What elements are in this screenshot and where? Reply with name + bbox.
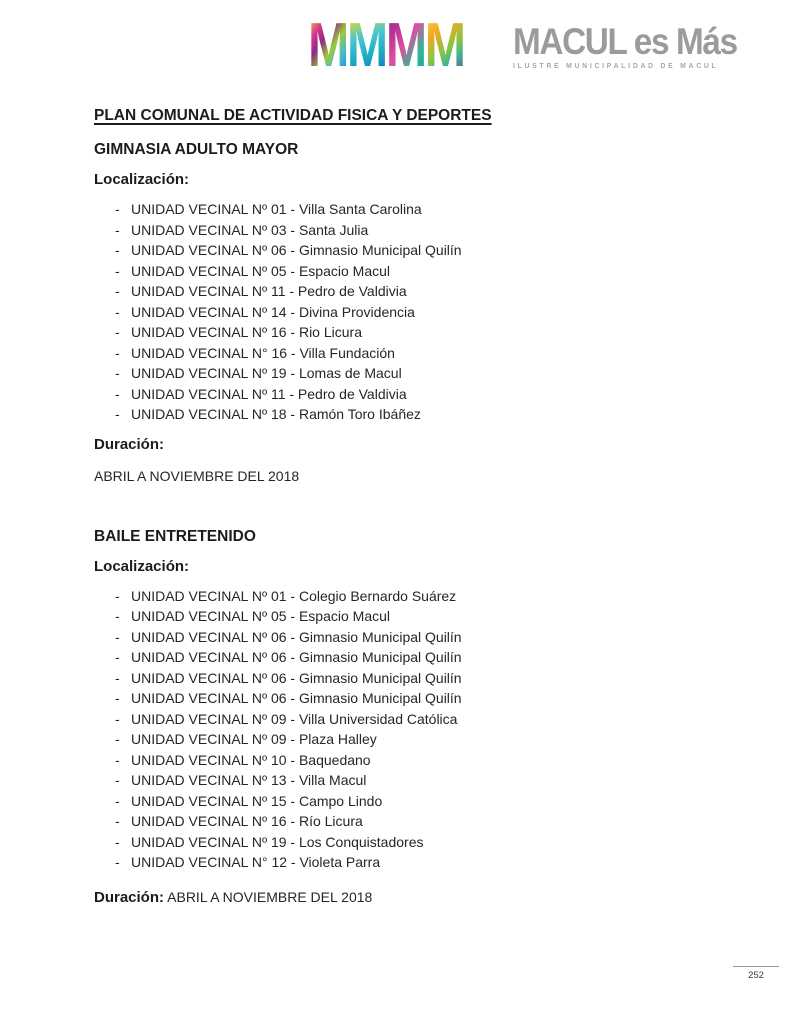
bullet-dash: - xyxy=(115,649,120,665)
section-heading: GIMNASIA ADULTO MAYOR xyxy=(94,141,299,158)
location-text: UNIDAD VECINAL Nº 01 - Colegio Bernardo Suárez xyxy=(131,587,457,604)
bullet-dash: - xyxy=(115,365,120,381)
location-text: UNIDAD VECINAL Nº 06 - Gimnasio Municipal Quilín xyxy=(131,669,462,686)
list-item xyxy=(115,668,752,689)
location-text: UNIDAD VECINAL Nº 15 - Campo Lindo xyxy=(131,792,383,809)
list-item xyxy=(115,322,752,343)
bullet-dash: - xyxy=(115,221,120,238)
list-item xyxy=(115,791,752,812)
localization-label: Localización: xyxy=(94,171,190,188)
list-item xyxy=(115,261,752,282)
bullet-dash: - xyxy=(115,406,120,422)
logo-m-icon: M xyxy=(424,11,464,80)
section-baile-entretenido xyxy=(94,527,752,908)
bullet-dash: - xyxy=(115,608,120,624)
bullet-dash: - xyxy=(115,813,120,829)
document-title: PLAN COMUNAL DE ACTIVIDAD FISICA Y DEPORTES xyxy=(94,107,492,124)
duration-value: ABRIL A NOVIEMBRE DEL 2018 xyxy=(94,467,300,484)
duration-label: Duración: xyxy=(94,435,165,453)
location-text: UNIDAD VECINAL Nº 09 - Plaza Halley xyxy=(131,731,377,747)
list-item xyxy=(115,750,752,771)
list-item xyxy=(115,852,752,873)
location-text: UNIDAD VECINAL Nº 16 - Río Licura xyxy=(131,813,363,829)
bullet-dash: - xyxy=(115,792,120,809)
list-item xyxy=(115,302,752,323)
location-list xyxy=(94,199,752,425)
list-item xyxy=(115,220,752,241)
location-text: UNIDAD VECINAL Nº 11 - Pedro de Valdivia xyxy=(131,385,407,402)
document-content xyxy=(94,106,752,908)
list-item xyxy=(115,281,752,302)
list-item xyxy=(115,709,752,730)
location-text: UNIDAD VECINAL Nº 19 - Lomas de Macul xyxy=(131,365,402,381)
bullet-dash: - xyxy=(115,669,120,686)
bullet-dash: - xyxy=(115,690,120,706)
location-list xyxy=(94,586,752,873)
bullet-dash: - xyxy=(115,242,120,258)
list-item xyxy=(115,811,752,832)
list-item xyxy=(115,688,752,709)
location-text: UNIDAD VECINAL Nº 18 - Ramón Toro Ibáñez xyxy=(131,406,421,422)
location-text: UNIDAD VECINAL Nº 05 - Espacio Macul xyxy=(131,262,391,279)
location-text: UNIDAD VECINAL Nº 06 - Gimnasio Municipal Quilín xyxy=(131,628,462,645)
location-text: UNIDAD VECINAL Nº 10 - Baquedano xyxy=(131,751,371,768)
bullet-dash: - xyxy=(115,854,120,870)
bullet-dash: - xyxy=(115,628,120,645)
footer-divider xyxy=(733,966,779,967)
list-item xyxy=(115,627,752,648)
bullet-dash: - xyxy=(115,772,120,788)
localization-label: Localización: xyxy=(94,557,190,575)
duration-label: Duración: xyxy=(94,888,165,906)
bullet-dash: - xyxy=(115,833,120,850)
location-text: UNIDAD VECINAL Nº 14 - Divina Providencia xyxy=(131,303,415,320)
list-item xyxy=(115,240,752,261)
logo-text-block xyxy=(512,21,737,70)
logo-subtitle: ILUSTRE MUNICIPALIDAD DE MACUL xyxy=(512,61,719,70)
page-number: 252 xyxy=(748,970,764,981)
location-text: UNIDAD VECINAL Nº 05 - Espacio Macul xyxy=(131,608,391,624)
bullet-dash: - xyxy=(115,324,120,340)
list-item xyxy=(115,404,752,425)
logo-monogram xyxy=(308,11,464,80)
location-text: UNIDAD VECINAL Nº 13 - Villa Macul xyxy=(131,772,367,788)
logo-m-icon: M xyxy=(308,11,347,80)
list-item xyxy=(115,199,752,220)
bullet-dash: - xyxy=(115,710,120,727)
bullet-dash: - xyxy=(115,731,120,747)
location-text: UNIDAD VECINAL Nº 06 - Gimnasio Municipal Quilín xyxy=(131,690,462,706)
location-text: UNIDAD VECINAL N° 12 - Violeta Parra xyxy=(131,854,381,870)
bullet-dash: - xyxy=(115,303,120,320)
location-text: UNIDAD VECINAL Nº 03 - Santa Julia xyxy=(131,221,369,238)
location-text: UNIDAD VECINAL Nº 06 - Gimnasio Municipal Quilín xyxy=(131,242,462,258)
bullet-dash: - xyxy=(115,385,120,402)
list-item xyxy=(115,606,752,627)
list-item xyxy=(115,729,752,750)
bullet-dash: - xyxy=(115,751,120,768)
bullet-dash: - xyxy=(115,283,120,299)
list-item xyxy=(115,832,752,853)
municipality-logo xyxy=(308,11,761,80)
list-item xyxy=(115,770,752,791)
location-text: UNIDAD VECINAL Nº 09 - Villa Universidad Católica xyxy=(131,710,458,727)
duration-value: ABRIL A NOVIEMBRE DEL 2018 xyxy=(167,888,373,905)
section-gimnasia-adulto-mayor xyxy=(94,140,752,486)
logo-m-icon: M xyxy=(385,11,425,80)
location-text: UNIDAD VECINAL Nº 11 - Pedro de Valdivia xyxy=(131,283,407,299)
location-text: UNIDAD VECINAL N° 16 - Villa Fundación xyxy=(131,344,395,361)
location-text: UNIDAD VECINAL Nº 01 - Villa Santa Carolina xyxy=(131,201,422,217)
bullet-dash: - xyxy=(115,262,120,279)
list-item xyxy=(115,363,752,384)
duration-line xyxy=(94,887,752,908)
bullet-dash: - xyxy=(115,587,120,604)
bullet-dash: - xyxy=(115,344,120,361)
bullet-dash: - xyxy=(115,201,120,217)
section-heading: BAILE ENTRETENIDO xyxy=(94,527,256,545)
logo-m-icon: M xyxy=(346,11,386,80)
location-text: UNIDAD VECINAL Nº 06 - Gimnasio Municipal Quilín xyxy=(131,649,462,665)
logo-wordmark: MACUL es Más xyxy=(512,21,737,62)
location-text: UNIDAD VECINAL Nº 16 - Rio Licura xyxy=(131,324,362,340)
list-item xyxy=(115,647,752,668)
location-text: UNIDAD VECINAL Nº 19 - Los Conquistadores xyxy=(131,833,424,850)
list-item xyxy=(115,384,752,405)
list-item xyxy=(115,343,752,364)
list-item xyxy=(115,586,752,607)
